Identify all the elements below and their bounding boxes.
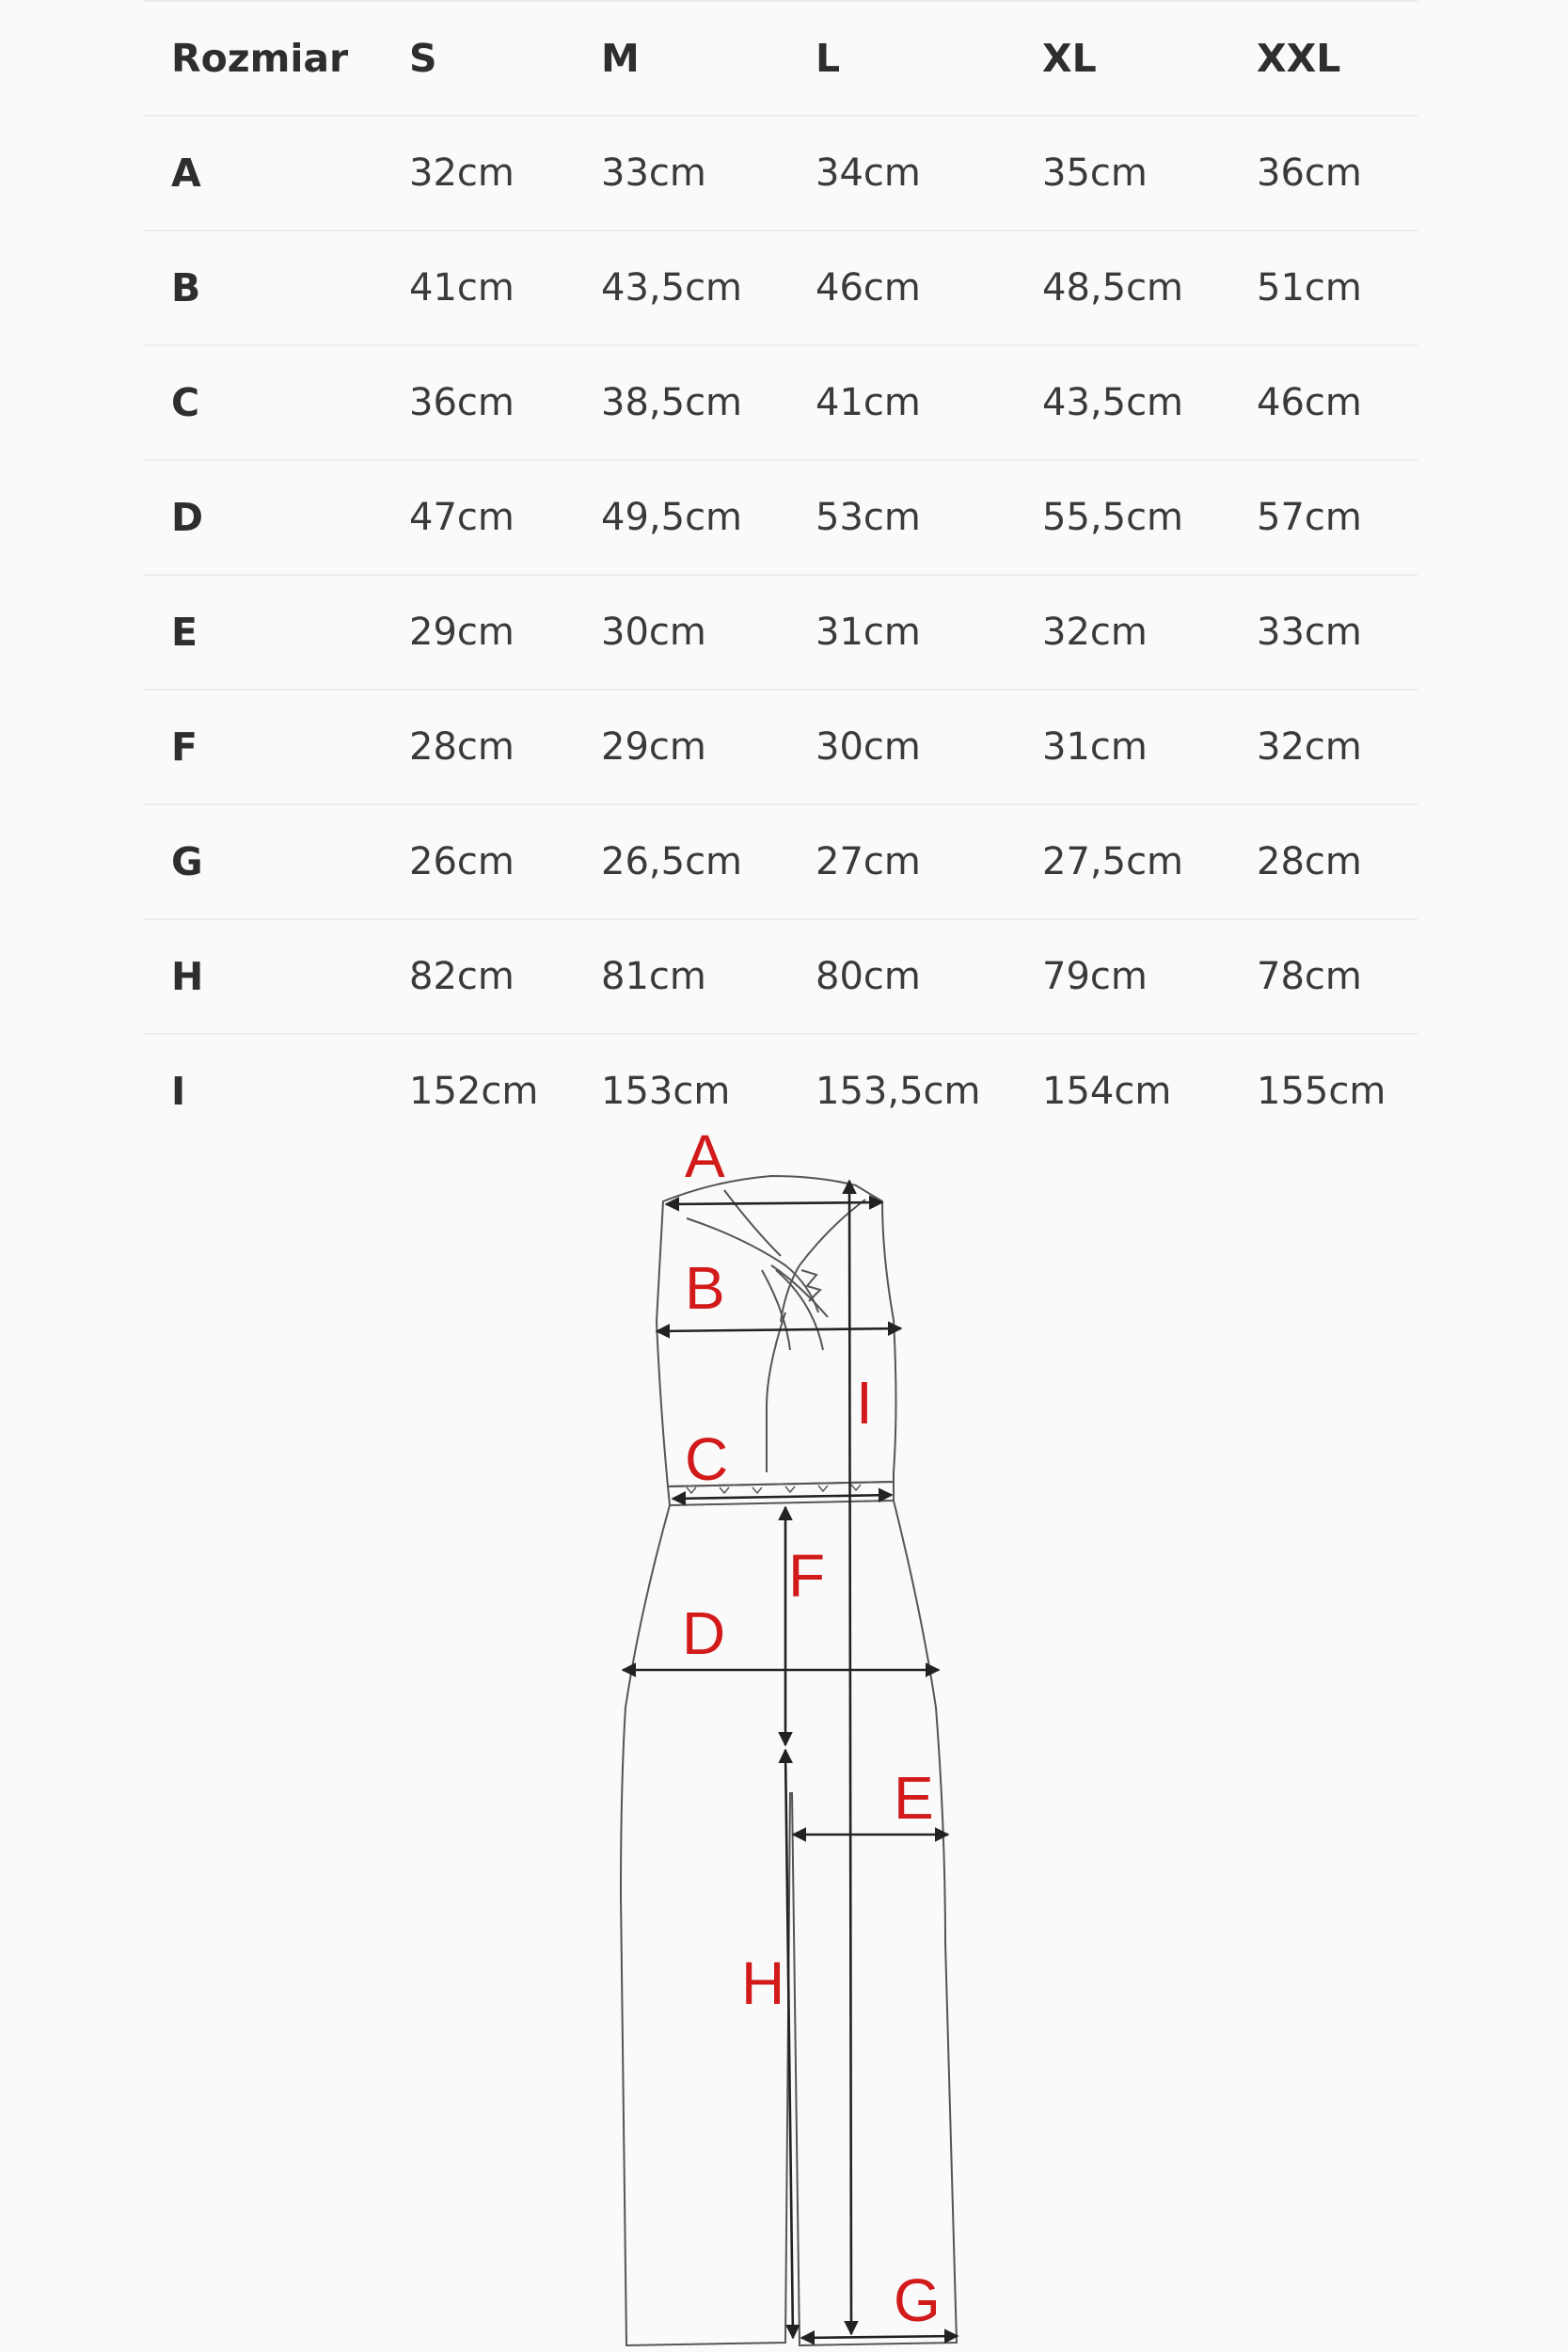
table-cell: 153,5cm (816, 1070, 981, 1113)
table-cell: 30cm (787, 690, 1014, 804)
label-f: F (788, 1542, 826, 1610)
table-cell: 154cm (1042, 1070, 1172, 1113)
row-label: I (171, 1069, 186, 1114)
row-label: H (143, 919, 381, 1034)
table-cell: 36cm (1228, 116, 1418, 230)
label-d: D (682, 1599, 726, 1667)
measurement-labels (682, 1124, 941, 2334)
table-cell: 80cm (787, 919, 1014, 1034)
table-cell: 28cm (1228, 804, 1418, 919)
table-cell: 46cm (1228, 345, 1418, 460)
header-size-m: M (573, 1, 787, 116)
table-header-row (143, 1, 1418, 116)
table-cell: 27cm (787, 804, 1014, 919)
table-row (143, 690, 1418, 804)
table-cell: 28cm (381, 690, 573, 804)
row-label: G (143, 804, 381, 919)
table-cell: 49,5cm (573, 460, 787, 575)
row-label: E (143, 575, 381, 690)
table-cell: 41cm (381, 230, 573, 345)
table-cell: 31cm (1014, 690, 1228, 804)
table-cell: 43,5cm (573, 230, 787, 345)
table-cell: 43,5cm (1014, 345, 1228, 460)
table-cell: 47cm (381, 460, 573, 575)
row-label: A (143, 116, 381, 230)
table-cell: 55,5cm (1014, 460, 1228, 575)
table-cell: 155cm (1257, 1070, 1386, 1113)
header-size-label: Rozmiar (143, 1, 381, 116)
label-h: H (741, 1949, 785, 2017)
table-cell: 26cm (381, 804, 573, 919)
label-a: A (685, 1124, 725, 1190)
table-cell: 79cm (1014, 919, 1228, 1034)
table-cell: 51cm (1228, 230, 1418, 345)
table-cell: 53cm (787, 460, 1014, 575)
table-cell: 32cm (1014, 575, 1228, 690)
table-cell: 41cm (787, 345, 1014, 460)
table-cell: 29cm (381, 575, 573, 690)
table-row (143, 575, 1418, 690)
jumpsuit-measurement-diagram (583, 1124, 1006, 2347)
row-label: B (143, 230, 381, 345)
arrow-b (657, 1328, 901, 1331)
header-size-xxl: XXL (1228, 1, 1418, 116)
arrow-c (673, 1495, 892, 1499)
row-label: D (143, 460, 381, 575)
size-chart-table (143, 0, 1418, 1148)
table-row (143, 230, 1418, 345)
table-cell: 33cm (573, 116, 787, 230)
arrow-i (849, 1181, 851, 2334)
table-cell: 32cm (381, 116, 573, 230)
table-cell: 27,5cm (1014, 804, 1228, 919)
header-size-xl: XL (1014, 1, 1228, 116)
table-cell: 38,5cm (573, 345, 787, 460)
table-cell: 153cm (601, 1070, 731, 1113)
label-e: E (894, 1764, 934, 1832)
table-cell: 57cm (1228, 460, 1418, 575)
label-g: G (894, 2266, 941, 2334)
table-cell: 34cm (787, 116, 1014, 230)
table-cell: 48,5cm (1014, 230, 1228, 345)
row-label: F (143, 690, 381, 804)
table-cell: 46cm (787, 230, 1014, 345)
table-cell: 26,5cm (573, 804, 787, 919)
jumpsuit-outline (621, 1176, 957, 2345)
label-i: I (856, 1369, 873, 1437)
table-cell: 152cm (409, 1070, 539, 1113)
table-cell: 29cm (573, 690, 787, 804)
table-cell: 33cm (1228, 575, 1418, 690)
table-cell: 78cm (1228, 919, 1418, 1034)
table-row (143, 804, 1418, 919)
table-cell: 32cm (1228, 690, 1418, 804)
table-cell: 82cm (381, 919, 573, 1034)
header-size-s: S (381, 1, 573, 116)
table-cell: 81cm (573, 919, 787, 1034)
label-c: C (685, 1425, 729, 1493)
table-cell: 36cm (381, 345, 573, 460)
table-row (143, 116, 1418, 230)
table-cell: 35cm (1014, 116, 1228, 230)
header-size-l: L (787, 1, 1014, 116)
label-b: B (685, 1254, 725, 1322)
table-row (143, 460, 1418, 575)
measurement-arrows (623, 1181, 958, 2338)
arrow-g (801, 2336, 958, 2338)
row-label: C (143, 345, 381, 460)
table-row (143, 345, 1418, 460)
table-row (143, 919, 1418, 1034)
table-cell: 30cm (573, 575, 787, 690)
table-cell: 31cm (787, 575, 1014, 690)
